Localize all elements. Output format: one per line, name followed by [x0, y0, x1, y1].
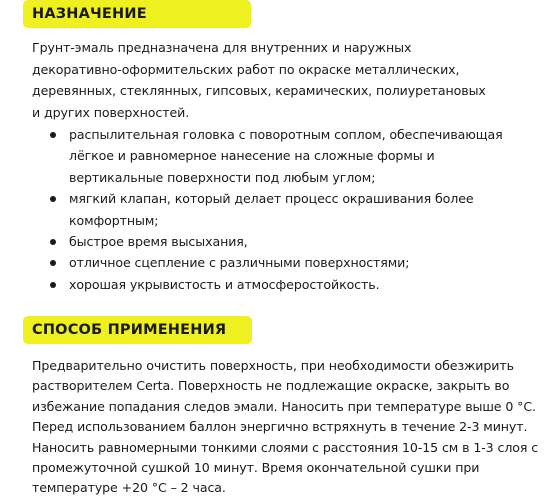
list-item-line: хорошая укрывистость и атмосферостойкость.: [69, 276, 380, 292]
section-heading-purpose: НАЗНАЧЕНИЕ: [23, 0, 251, 28]
list-item: [50, 231, 550, 252]
bullet-dot-icon: [50, 132, 56, 138]
list-item-line: быстрое время высыхания,: [69, 234, 248, 250]
list-item-line: отличное сцепление с различными поверхностями;: [69, 255, 410, 271]
purpose-intro-paragraph: [32, 37, 554, 123]
bullet-dot-icon: [50, 282, 56, 288]
usage-line: избежание попадания следов эмали. Наносить при температуре выше 0 °С.: [32, 398, 536, 414]
list-item: [50, 274, 550, 295]
list-item-line: распылительная головка с поворотным соплом, обеспечивающая: [69, 127, 503, 142]
features-list: [50, 124, 550, 295]
list-item-line: мягкий клапан, который делает процесс окрашивания более: [69, 191, 474, 207]
list-item-line: вертикальные поверхности под любым углом;: [69, 169, 376, 185]
usage-line: Предварительно очистить поверхность, при необходимости обезжирить: [32, 358, 514, 373]
usage-line: растворителем Certa. Поверхность не подлежащие окраске, закрыть во: [32, 378, 510, 394]
section-heading-usage: СПОСОБ ПРИМЕНЕНИЯ: [23, 316, 252, 344]
usage-line: Наносить равномерными тонкими слоями с расстояния 10-15 см в 1-3 слоя с: [32, 439, 539, 455]
bullet-dot-icon: [50, 196, 56, 202]
usage-line: промежуточной сушкой 10 минут. Время окончательной сушки при: [32, 460, 480, 476]
intro-line: Грунт-эмаль предназначена для внутренних и наружных: [32, 40, 412, 55]
intro-line: и других поверхностей.: [32, 104, 190, 120]
list-item-line: лёгкое и равномерное нанесение на сложные формы и: [69, 148, 435, 164]
intro-line: деревянных, стеклянных, гипсовых, керамических, полиуретановых: [32, 83, 486, 99]
intro-line: декоративно-оформительских работ по окраске металлических,: [32, 61, 460, 77]
list-item: [50, 252, 550, 273]
usage-line: температуре +20 °С – 2 часа.: [32, 480, 226, 496]
bullet-dot-icon: [50, 260, 56, 266]
list-item-line: комфортным;: [69, 212, 159, 228]
bullet-dot-icon: [50, 239, 56, 245]
usage-line: Перед использованием баллон энергично встряхнуть в течение 2-3 минут.: [32, 419, 528, 435]
usage-paragraph: [32, 356, 554, 499]
list-item: [50, 188, 550, 231]
list-item: [50, 124, 550, 188]
